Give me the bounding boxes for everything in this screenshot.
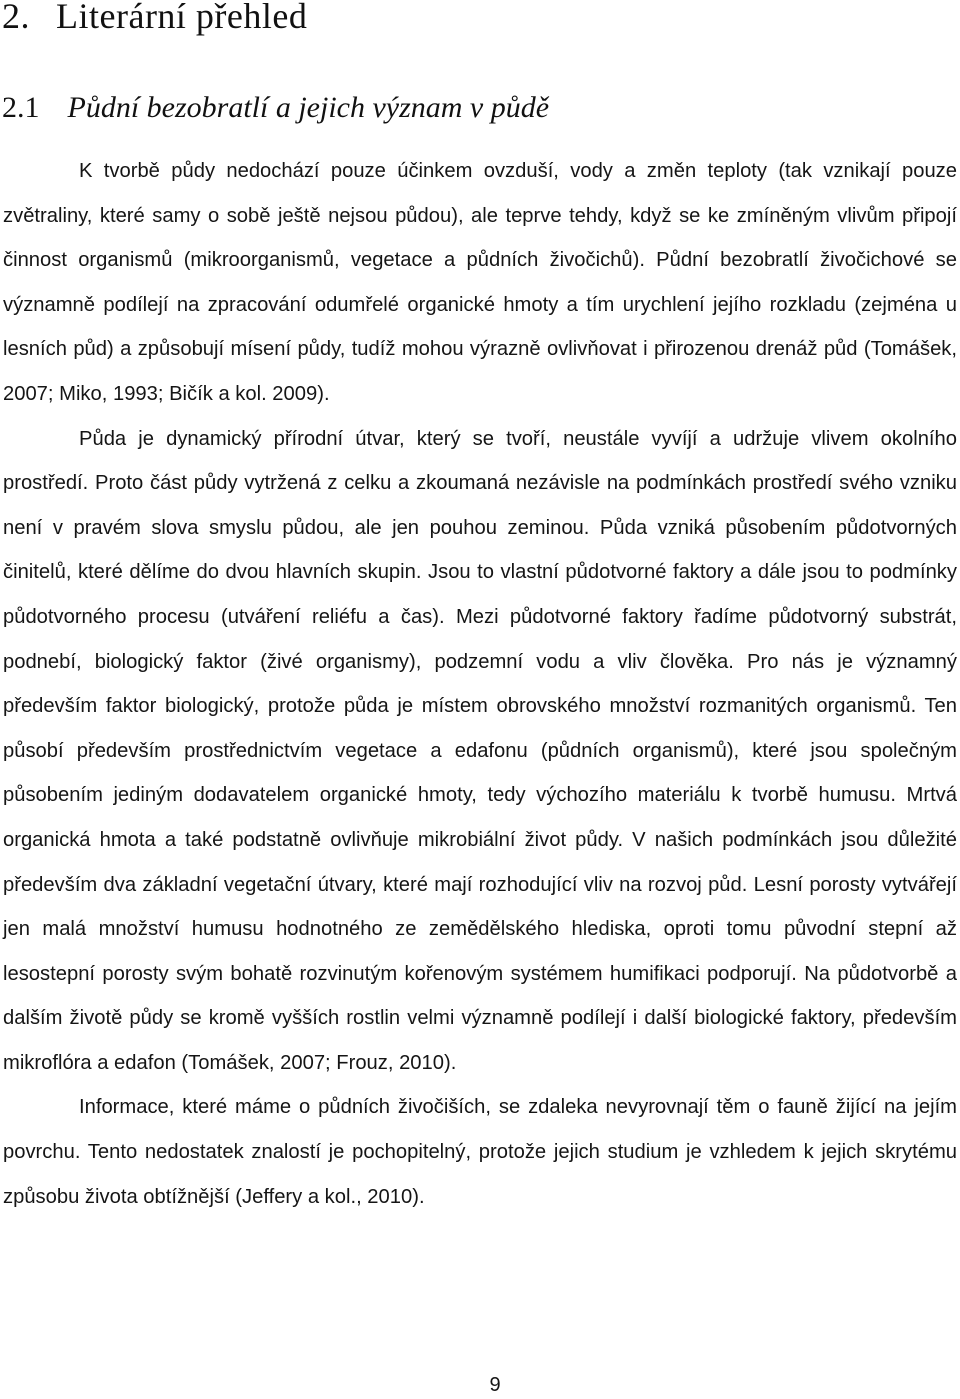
paragraph: Informace, které máme o půdních živočiších, se zdaleka nevyrovnají těm o fauně žijící na jejím povrchu. Tento nedostatek znalostí je pochopitelný, protože jejich studium je vzhledem k jejich skrytému způsobu života obtížnější (Jeffery a kol., 2010). (3, 1096, 957, 1208)
section-title: Půdní bezobratlí a jejich význam v půdě (67, 91, 550, 124)
section-number: 2.1 (2, 91, 40, 124)
section-heading (2, 86, 549, 130)
paragraph: Půda je dynamický přírodní útvar, který se tvoří, neustále vyvíjí a udržuje vlivem okolního prostředí. Proto část půdy vytržená z celku a zkoumaná nezávisle na podmínkách prostředí svého vzniku není v pravém slova smyslu půdou, ale jen pouhou zeminou. Půda vzniká působením půdotvorných činitelů, které dělíme do dvou hlavních skupin. Jsou to vlastní půdotvorné faktory a dále jsou to podmínky půdotvorného procesu (utváření reliéfu a čas). Mezi půdotvorné faktory řadíme půdotvorný substrát, podnebí, biologický faktor (živé organismy), podzemní vodu a vliv člověka. Pro nás je významný především faktor biologický, protože půda je místem obrovského množství rozmanitých organismů. Ten působí především prostřednictvím vegetace a edafonu (půdních organismů), které jsou společným působením jediným dodavatelem organické hmoty, tedy výchozího materiálu k tvorbě humusu. Mrtvá organická hmota a také podstatně ovlivňuje mikrobiální život půdy. V našich podmínkách jsou důležité především dva základní vegetační útvary, které mají rozhodující vliv na rozvoj půd. Lesní porosty vytvářejí jen malá množství humusu hodnotného ze zemědělského hlediska, oproti tomu původní stepní až lesostepní porosty svým bohatě rozvinutým kořenovým systémem humifikaci podporují. Na půdotvorbě a dalším životě půdy se kromě vyšších rostlin velmi významně podílejí i další biologické faktory, především mikroflóra a edafon (Tomášek, 2007; Frouz, 2010). (3, 427, 957, 1074)
chapter-number: 2. (2, 0, 30, 36)
chapter-heading (2, 0, 307, 40)
chapter-title: Literární přehled (56, 0, 308, 36)
body-text (3, 149, 957, 1219)
page-number: 9 (489, 1374, 501, 1396)
paragraph: K tvorbě půdy nedochází pouze účinkem ovzduší, vody a změn teploty (tak vznikají pouze zvětraliny, které samy o sobě ještě nejsou půdou), ale teprve tehdy, když se ke zmíněným vlivům připojí činnost organismů (mikroorganismů, vegetace a půdních živočichů). Půdní bezobratlí živočichové se významně podílejí na zpracování odumřelé organické hmoty a tím urychlení jejího rozkladu (zejména u lesních půd) a způsobují mísení půdy, tudíž mohou výrazně ovlivňovat i přirozenou drenáž půd (Tomášek, 2007; Miko, 1993; Bičík a kol. 2009). (3, 160, 957, 405)
